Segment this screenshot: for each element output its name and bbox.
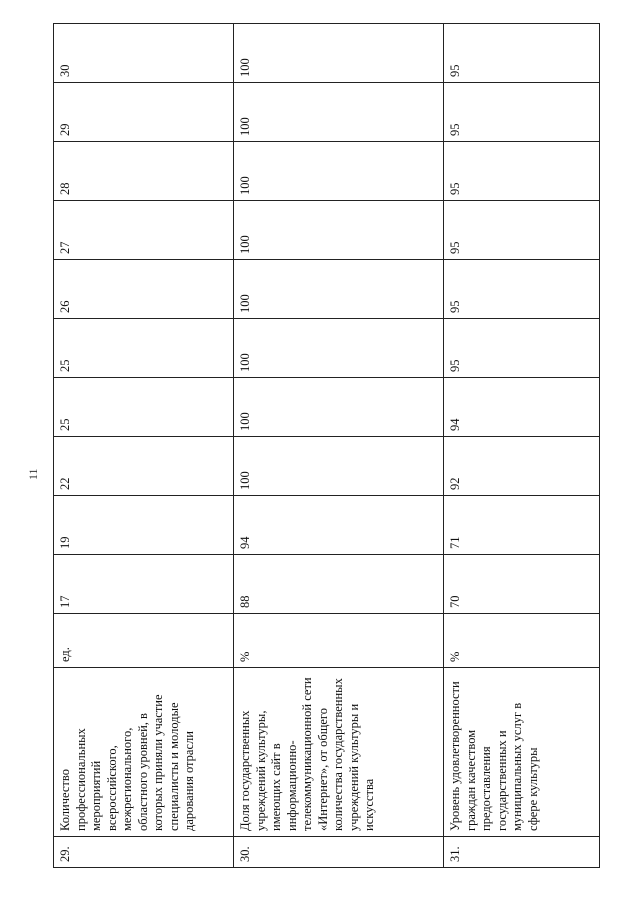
value-cell: 100 [234, 319, 444, 378]
value-cell: 95 [444, 142, 600, 201]
unit-cell: ед. [54, 614, 234, 668]
value-cell: 88 [234, 555, 444, 614]
value-cell: 100 [234, 201, 444, 260]
value-cell: 94 [444, 378, 600, 437]
value-cell: 95 [444, 83, 600, 142]
indicators-table-container [53, 58, 599, 868]
value-cell: 28 [54, 142, 234, 201]
row-number: 29. [54, 837, 234, 868]
value-cell: 95 [444, 260, 600, 319]
indicators-table [53, 23, 600, 868]
value-cell: 25 [54, 378, 234, 437]
value-cell: 100 [234, 378, 444, 437]
value-cell: 100 [234, 260, 444, 319]
indicator-name: Количество профессиональных мероприятий всероссийского, межрегионального, областного уровней, в которых приняли участие специалисты и молодые дарования отрасли [54, 668, 234, 837]
value-cell: 92 [444, 437, 600, 496]
value-cell: 19 [54, 496, 234, 555]
row-number: 31. [444, 837, 600, 868]
indicator-name: Уровень удовлетворенности граждан качеством предоставления государственных и муниципальных услуг в сфере культуры [444, 668, 600, 837]
table-row [54, 24, 234, 868]
page-number: 11 [26, 468, 40, 480]
unit-cell: % [444, 614, 600, 668]
value-cell: 30 [54, 24, 234, 83]
value-cell: 29 [54, 83, 234, 142]
value-cell: 26 [54, 260, 234, 319]
value-cell: 70 [444, 555, 600, 614]
value-cell: 71 [444, 496, 600, 555]
value-cell: 17 [54, 555, 234, 614]
table-row [234, 24, 444, 868]
row-number: 30. [234, 837, 444, 868]
table-row [444, 24, 600, 868]
value-cell: 100 [234, 437, 444, 496]
indicator-name: Доля государственных учреждений культуры, имеющих сайт в информационно-телекоммуникационной сети «Интернет», от общего количества государственных учреждений культуры и искусства [234, 668, 444, 837]
unit-cell: % [234, 614, 444, 668]
value-cell: 95 [444, 201, 600, 260]
value-cell: 100 [234, 24, 444, 83]
value-cell: 100 [234, 142, 444, 201]
value-cell: 95 [444, 24, 600, 83]
value-cell: 94 [234, 496, 444, 555]
value-cell: 27 [54, 201, 234, 260]
value-cell: 100 [234, 83, 444, 142]
value-cell: 95 [444, 319, 600, 378]
value-cell: 25 [54, 319, 234, 378]
value-cell: 22 [54, 437, 234, 496]
